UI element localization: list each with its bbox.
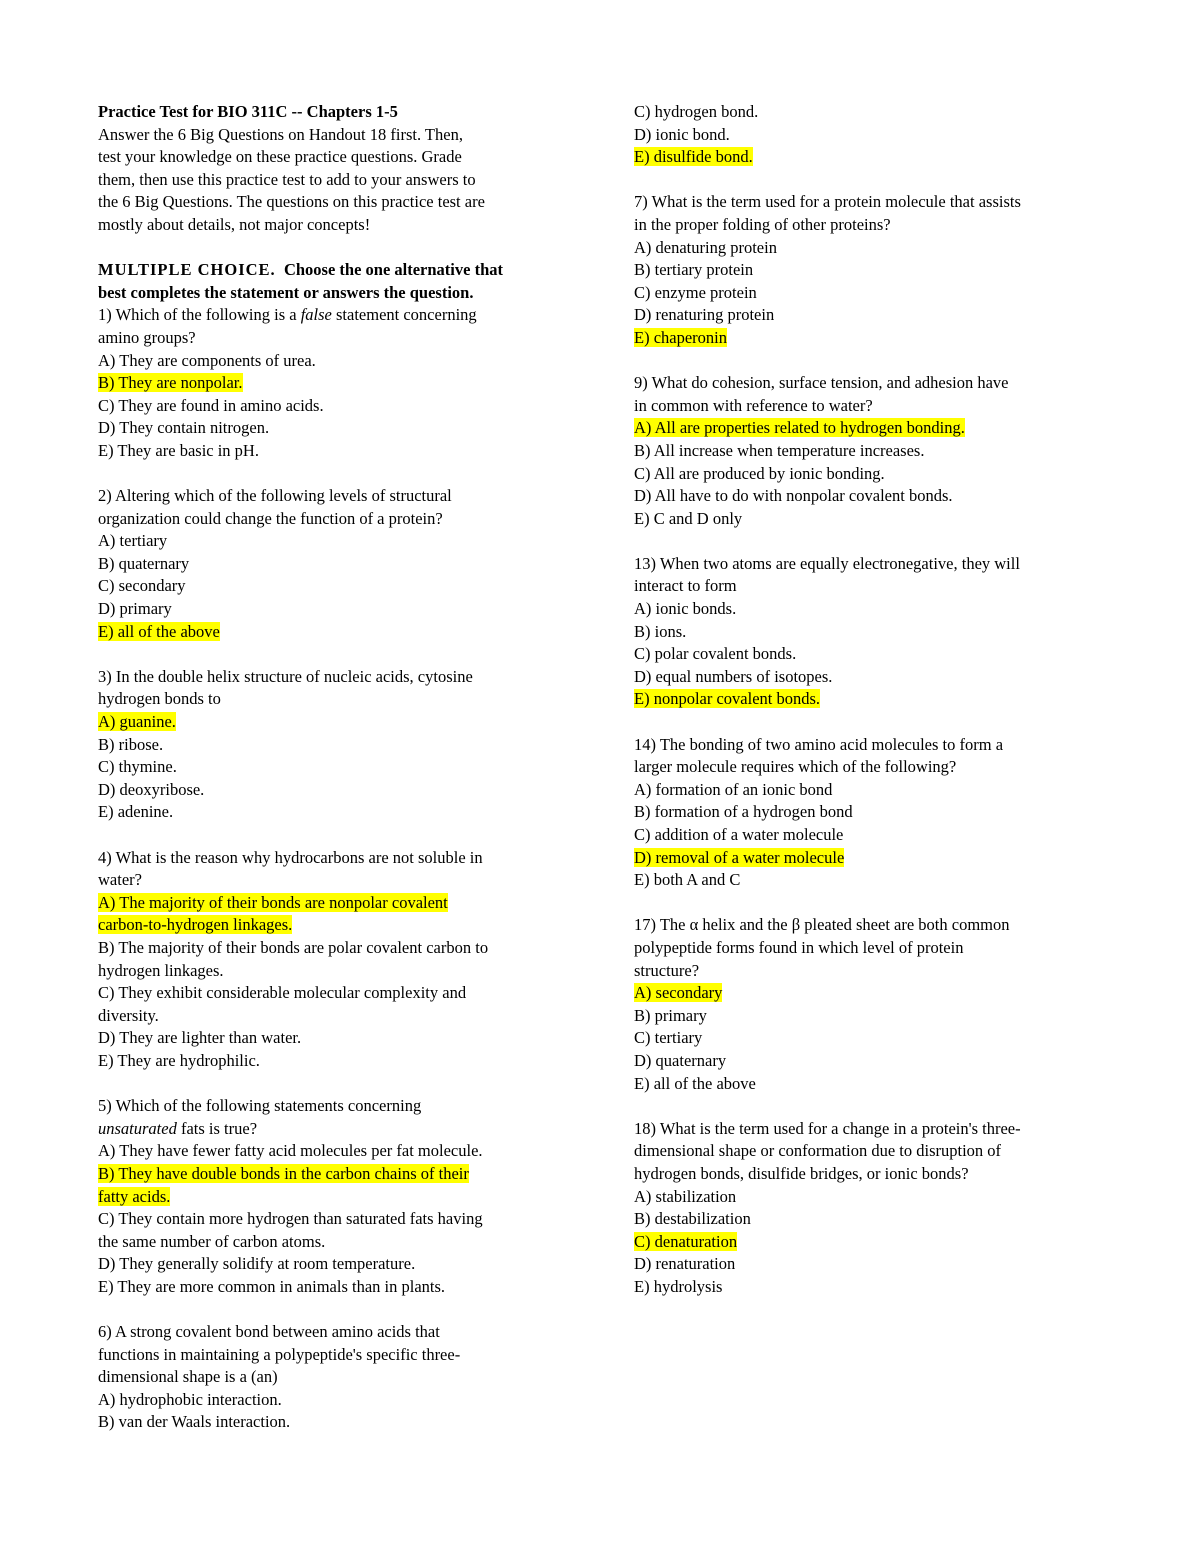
right-column [634, 101, 1109, 1298]
intro-line: Answer the 6 Big Questions on Handout 18 first. Then, [98, 124, 463, 144]
intro-line: mostly about details, not major concepts! [98, 214, 371, 234]
question-stem-q2: 2) Altering which of the following levels of structural [98, 486, 452, 506]
answer-option-cont: diversity. [98, 1005, 159, 1025]
answer-option: D) equal numbers of isotopes. [634, 666, 833, 686]
answer-option-correct: B) They are nonpolar. [98, 373, 243, 393]
answer-option: A) hydrophobic interaction. [98, 1389, 282, 1409]
answer-option: E) hydrolysis [634, 1276, 723, 1296]
question-stem-q6-cont: functions in maintaining a polypeptide's specific three- [98, 1344, 461, 1364]
answer-option: C) tertiary [634, 1028, 703, 1048]
answer-option: C) They exhibit considerable molecular complexity and [98, 983, 467, 1003]
answer-option: E) They are hydrophilic. [98, 1050, 260, 1070]
question-stem-q9-cont: in common with reference to water? [634, 395, 873, 415]
answer-option: B) destabilization [634, 1209, 751, 1229]
answer-option: C) enzyme protein [634, 282, 757, 302]
answer-option-cont: hydrogen linkages. [98, 960, 224, 980]
question-stem-q3-cont: hydrogen bonds to [98, 689, 221, 709]
answer-option: B) formation of a hydrogen bond [634, 802, 853, 822]
left-column [98, 101, 568, 1434]
answer-option: C) thymine. [98, 757, 177, 777]
answer-option-correct: E) nonpolar covalent bonds. [634, 689, 821, 709]
question-stem-q18: 18) What is the term used for a change in a protein's three- [634, 1118, 1021, 1138]
answer-option: B) primary [634, 1005, 707, 1025]
question-stem-q1: 1) Which of the following is a false statement concerning [98, 305, 477, 325]
answer-option: B) ribose. [98, 734, 164, 754]
answer-option: E) They are basic in pH. [98, 440, 259, 460]
question-stem-q5-cont: unsaturated fats is true? [98, 1118, 258, 1138]
question-stem-q14-cont: larger molecule requires which of the following? [634, 757, 957, 777]
answer-option: B) van der Waals interaction. [98, 1412, 291, 1432]
question-stem-q9: 9) What do cohesion, surface tension, and adhesion have [634, 373, 1009, 393]
section-heading-label: MULTIPLE CHOICE. [98, 260, 276, 280]
answer-option: A) tertiary [98, 531, 168, 551]
question-stem-q4: 4) What is the reason why hydrocarbons are not soluble in [98, 847, 483, 867]
question-stem-q4-cont: water? [98, 870, 142, 890]
question-stem-q7: 7) What is the term used for a protein molecule that assists [634, 192, 1021, 212]
answer-option: E) C and D only [634, 508, 743, 528]
question-stem-q18-cont: hydrogen bonds, disulfide bridges, or ionic bonds? [634, 1163, 969, 1183]
answer-option: D) primary [98, 599, 172, 619]
answer-option: C) addition of a water molecule [634, 825, 844, 844]
answer-option-correct: E) all of the above [98, 621, 220, 641]
answer-option: D) They are lighter than water. [98, 1028, 302, 1048]
answer-option: D) quaternary [634, 1050, 727, 1070]
answer-option: B) quaternary [98, 553, 190, 573]
answer-option: D) They generally solidify at room temperature. [98, 1254, 416, 1274]
question-stem-q7-cont: in the proper folding of other proteins? [634, 214, 891, 234]
question-stem-q6: 6) A strong covalent bond between amino acids that [98, 1322, 440, 1342]
question-stem-q3: 3) In the double helix structure of nucleic acids, cytosine [98, 666, 473, 686]
intro-line: the 6 Big Questions. The questions on this practice test are [98, 192, 485, 212]
answer-option-correct-cont: carbon-to-hydrogen linkages. [98, 915, 293, 935]
answer-option: C) secondary [98, 576, 186, 596]
answer-option-correct: A) secondary [634, 983, 723, 1003]
question-stem-q17: 17) The α helix and the β pleated sheet are both common [634, 915, 1010, 935]
answer-option: D) renaturation [634, 1254, 736, 1274]
answer-option: A) formation of an ionic bond [634, 779, 833, 799]
answer-option: C) They contain more hydrogen than saturated fats having [98, 1209, 483, 1229]
answer-option-correct: A) The majority of their bonds are nonpolar covalent [98, 892, 448, 912]
answer-option: E) both A and C [634, 870, 741, 890]
answer-option: A) stabilization [634, 1186, 737, 1206]
answer-option-correct: A) All are properties related to hydrogen bonding. [634, 418, 965, 438]
answer-option-correct: C) denaturation [634, 1231, 738, 1251]
page-title: Practice Test for BIO 311C -- Chapters 1-5 [98, 102, 398, 121]
answer-option-correct: D) removal of a water molecule [634, 847, 845, 867]
answer-option: C) All are produced by ionic bonding. [634, 463, 885, 483]
answer-option: A) They have fewer fatty acid molecules per fat molecule. [98, 1141, 483, 1161]
answer-option: E) They are more common in animals than in plants. [98, 1276, 446, 1296]
question-stem-q2-cont: organization could change the function of a protein? [98, 508, 443, 528]
question-stem-q17-cont: polypeptide forms found in which level of protein [634, 937, 964, 957]
answer-option-correct: E) disulfide bond. [634, 147, 753, 167]
answer-option: C) hydrogen bond. [634, 102, 759, 121]
question-stem-q13: 13) When two atoms are equally electronegative, they will [634, 553, 1020, 573]
answer-option-correct: B) They have double bonds in the carbon chains of their [98, 1163, 469, 1183]
question-stem-q6-cont: dimensional shape is a (an) [98, 1367, 278, 1387]
answer-option: B) The majority of their bonds are polar covalent carbon to [98, 937, 489, 957]
section-heading [98, 259, 568, 282]
section-heading-text: Choose the one alternative that [283, 260, 503, 280]
answer-option: C) They are found in amino acids. [98, 395, 324, 415]
answer-option-cont: the same number of carbon atoms. [98, 1231, 326, 1251]
answer-option: D) They contain nitrogen. [98, 418, 270, 438]
answer-option: E) all of the above [634, 1073, 756, 1093]
answer-option: B) All increase when temperature increases. [634, 440, 925, 460]
intro-line: test your knowledge on these practice questions. Grade [98, 147, 462, 167]
answer-option-correct-cont: fatty acids. [98, 1186, 171, 1206]
answer-option: A) ionic bonds. [634, 599, 737, 619]
answer-option: D) renaturing protein [634, 305, 775, 325]
answer-option: A) denaturing protein [634, 237, 777, 257]
answer-option-correct: A) guanine. [98, 712, 176, 732]
question-stem-q17-cont: structure? [634, 960, 700, 980]
question-stem-q5: 5) Which of the following statements concerning [98, 1096, 422, 1116]
question-stem-q14: 14) The bonding of two amino acid molecules to form a [634, 734, 1004, 754]
question-stem-q13-cont: interact to form [634, 576, 737, 596]
answer-option-correct: E) chaperonin [634, 327, 727, 347]
question-stem-q1-cont: amino groups? [98, 327, 196, 347]
intro-line: them, then use this practice test to add to your answers to [98, 169, 476, 189]
answer-option: D) ionic bond. [634, 124, 730, 144]
answer-option: B) ions. [634, 621, 687, 641]
answer-option: D) deoxyribose. [98, 779, 205, 799]
section-heading-line2: best completes the statement or answers the question. [98, 282, 474, 302]
answer-option: C) polar covalent bonds. [634, 644, 797, 664]
answer-option: D) All have to do with nonpolar covalent bonds. [634, 486, 953, 506]
answer-option: E) adenine. [98, 802, 174, 822]
answer-option: B) tertiary protein [634, 260, 754, 280]
question-stem-q18-cont: dimensional shape or conformation due to disruption of [634, 1141, 1002, 1161]
answer-option: A) They are components of urea. [98, 350, 316, 370]
